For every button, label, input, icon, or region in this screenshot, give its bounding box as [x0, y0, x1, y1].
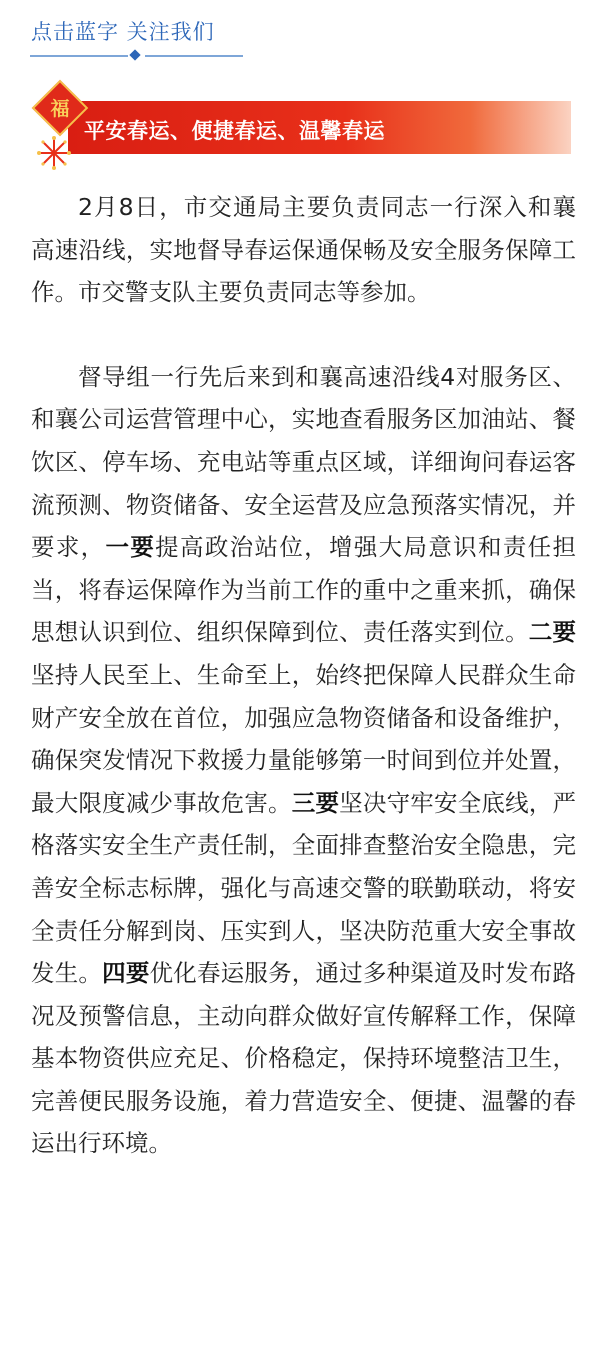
- follow-us-link[interactable]: 点击蓝字 关注我们: [31, 20, 215, 44]
- banner-title: 平安春运、便捷春运、温馨春运: [84, 119, 385, 143]
- paragraph-2-intro: 督导组一行先后来到和襄高速沿线4对服务区、和襄公司运营管理中心，实地查看服务区加油站、餐饮区、停车场、充电站等重点区域，详细询问春运客流预测、物资储备、安全运营及应急预落实情况，并要求，: [31, 362, 576, 562]
- diamond-icon: [129, 49, 140, 60]
- requirement-2-label: 二要: [528, 618, 577, 647]
- requirement-1-label: 一要: [105, 533, 156, 562]
- paragraph-1: 2月8日，市交通局主要负责同志一行深入和襄高速沿线，实地督导春运保通保畅及安全服务保障工作。市交警支队主要负责同志等参加。: [31, 193, 576, 307]
- divider-right: [145, 55, 243, 57]
- requirement-3-text: 坚决守牢安全底线，严格落实安全生产责任制，全面排查整治安全隐患，完善安全标志标牌，强化与高速交警的联勤联动，将安全责任分解到岗、压实到人，坚决防范重大安全事故发生。: [31, 788, 577, 988]
- requirement-4-text: 优化春运服务，通过多种渠道及时发布路况及预警信息，主动向群众做好宣传解释工作，保障基本物资供应充足、价格稳定，保持环境整洁卫生，完善便民服务设施，着力营造安全、便捷、温馨的春运出行环境。: [31, 959, 577, 1158]
- follow-header: [0, 0, 600, 70]
- article-body: [31, 186, 576, 1165]
- section-banner: [30, 88, 571, 170]
- requirement-1-text: 提高政治站位，增强大局意识和责任担当，将春运保障作为当前工作的重中之重来抓，确保思想认识到位、组织保障到位、责任落实到位。: [31, 533, 577, 647]
- requirement-4-label: 四要: [102, 959, 150, 988]
- paragraph-2: [31, 356, 576, 1165]
- requirement-2-text: 坚持人民至上、生命至上，始终把保障人民群众生命财产安全放在首位，加强应急物资储备和设备维护，确保突发情况下救援力量能够第一时间到位并处置，最大限度减少事故危害。: [31, 660, 576, 817]
- divider-left: [30, 55, 128, 57]
- fu-badge-char: 福: [50, 98, 70, 120]
- firework-icon: [34, 136, 74, 170]
- requirement-3-label: 三要: [291, 788, 340, 817]
